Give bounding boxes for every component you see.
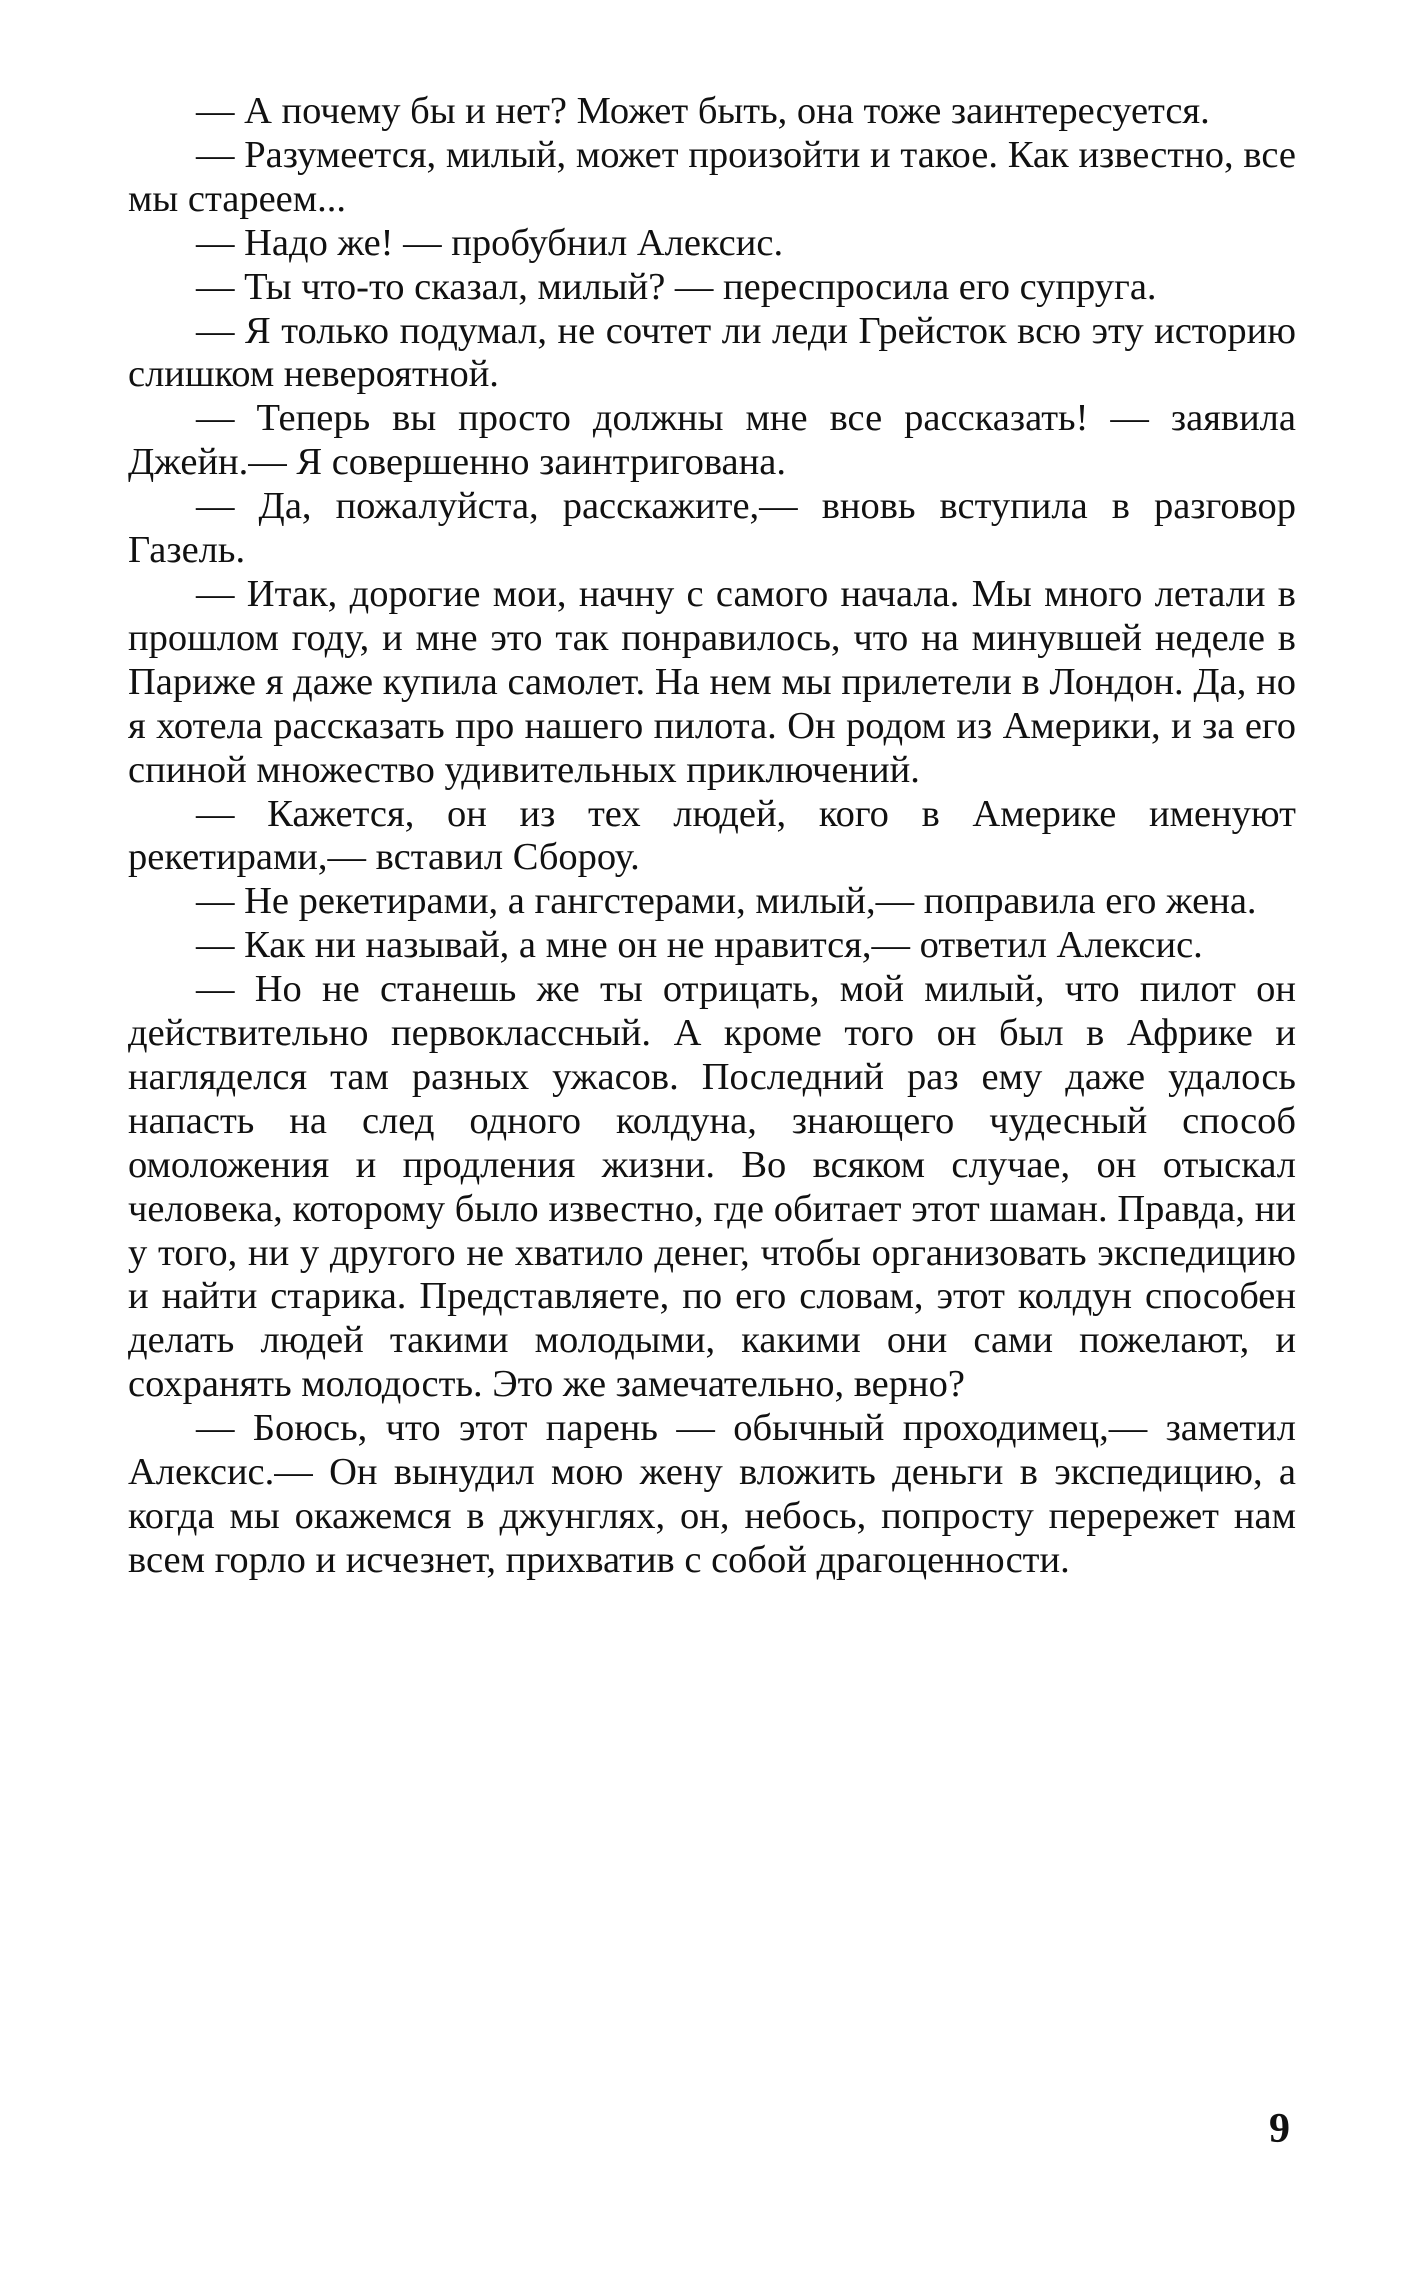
- paragraph: — Ты что-то сказал, милый? — переспросила его супруга.: [196, 265, 1157, 308]
- paragraph: — Теперь вы просто должны мне все рассказать! — заявила Джейн.— Я совершенно заинтригована.: [128, 397, 1296, 484]
- paragraph: — Не рекетирами, а гангстерами, милый,— поправила его жена.: [196, 880, 1257, 923]
- page-number: 9: [1269, 2106, 1290, 2152]
- paragraph: — А почему бы и нет? Может быть, она тоже заинтересуется.: [196, 90, 1210, 132]
- paragraph: — Кажется, он из тех людей, кого в Америке именуют рекетирами,— вставил Сбороу.: [128, 792, 1296, 879]
- paragraph: — Я только подумал, не сочтет ли леди Грейсток всю эту историю слишком невероятной.: [128, 309, 1296, 396]
- paragraph: — Боюсь, что этот парень — обычный проходимец,— заметил Алексис.— Он вынудил мою жену вложить деньги в экспедицию, а когда мы окажемся в джунглях, он, небось, попросту перережет нам всем горло и исчезнет, прихватив с собой драгоценности.: [128, 1407, 1296, 1581]
- paragraph: — Как ни называй, а мне он не нравится,— ответил Алексис.: [196, 924, 1203, 967]
- paragraph: — Надо же! — пробубнил Алексис.: [196, 221, 784, 264]
- paragraph: — Да, пожалуйста, расскажите,— вновь вступила в разговор Газель.: [128, 485, 1296, 572]
- paragraph: — Разумеется, милый, может произойти и такое. Как известно, все мы стареем...: [128, 133, 1296, 220]
- paragraph: — Но не станешь же ты отрицать, мой милый, что пилот он действительно первоклассный. А кроме того он был в Африке и нагляделся там разных ужасов. Последний раз ему даже удалось напасть на след одного колдуна, знающего чудесный способ омоложения и продления жизни. Во всяком случае, он отыскал человека, которому было известно, где обитает этот шаман. Правда, ни у того, ни у другого не хватило денег, чтобы организовать экспедицию и найти старика. Представляете, по его словам, этот колдун способен делать людей такими молодыми, какими они сами пожелают, и сохранять молодость. Это же замечательно, верно?: [128, 968, 1296, 1406]
- body-text: [128, 90, 1296, 1583]
- paragraph: — Итак, дорогие мои, начну с самого начала. Мы много летали в прошлом году, и мне это так понравилось, что на минувшей неделе в Париже я даже купила самолет. На нем мы прилетели в Лондон. Да, но я хотела рассказать про нашего пилота. Он родом из Америки, и за его спиной множество удивительных приключений.: [128, 572, 1296, 791]
